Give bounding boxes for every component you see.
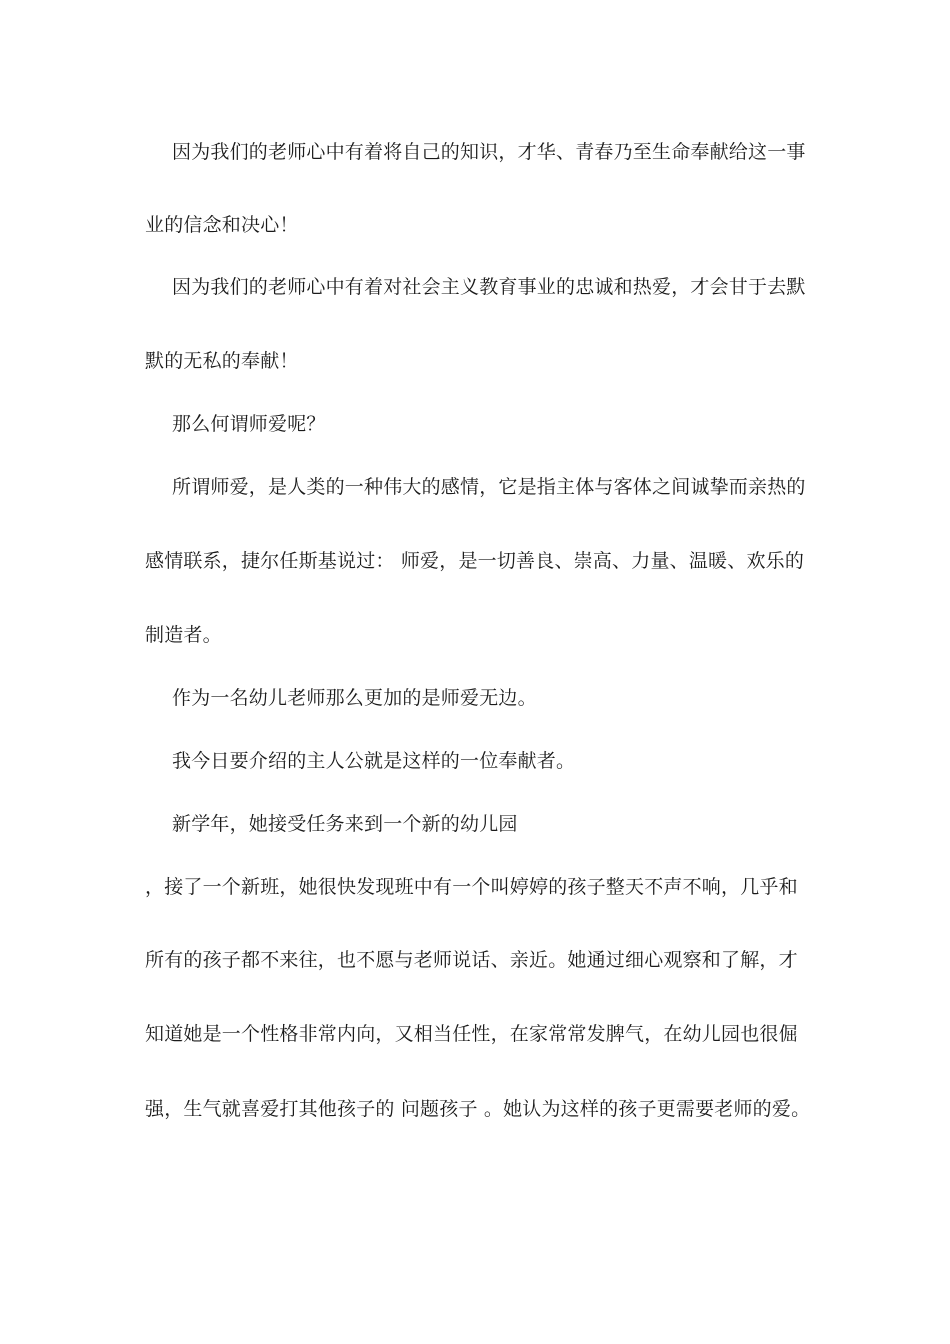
paragraph-line: 那么何谓师爱呢？	[172, 413, 326, 435]
paragraph-line: ，接了一个新班，她很快发现班中有一个叫婷婷的孩子整天不声不响，几乎和	[145, 876, 798, 898]
paragraph-line: 所有的孩子都不来往，也不愿与老师说话、亲近。她通过细心观察和了解，才	[145, 949, 798, 971]
paragraph-line: 感情联系，捷尔任斯基说过： 师爱，是一切善良、崇高、力量、温暖、欢乐的	[145, 550, 805, 572]
paragraph-line: 默的无私的奉献！	[145, 350, 299, 372]
paragraph-line: 强，生气就喜爱打其他孩子的 问题孩子 。她认为这样的孩子更需要老师的爱。	[145, 1098, 811, 1120]
paragraph-line: 因为我们的老师心中有着对社会主义教育事业的忠诚和热爱，才会甘于去默	[172, 276, 806, 298]
paragraph-line: 作为一名幼儿老师那么更加的是师爱无边。	[172, 687, 537, 709]
paragraph-line: 新学年，她接受任务来到一个新的幼儿园	[172, 813, 518, 835]
paragraph-line: 业的信念和决心！	[145, 214, 299, 236]
paragraph-line: 制造者。	[145, 624, 222, 646]
paragraph-line: 知道她是一个性格非常内向，又相当任性，在家常常发脾气，在幼儿园也很倔	[145, 1023, 798, 1045]
paragraph-line: 我今日要介绍的主人公就是这样的一位奉献者。	[172, 750, 576, 772]
paragraph-line: 因为我们的老师心中有着将自己的知识，才华、青春乃至生命奉献给这一事	[172, 141, 806, 163]
paragraph-line: 所谓师爱，是人类的一种伟大的感情，它是指主体与客体之间诚挚而亲热的	[172, 476, 806, 498]
